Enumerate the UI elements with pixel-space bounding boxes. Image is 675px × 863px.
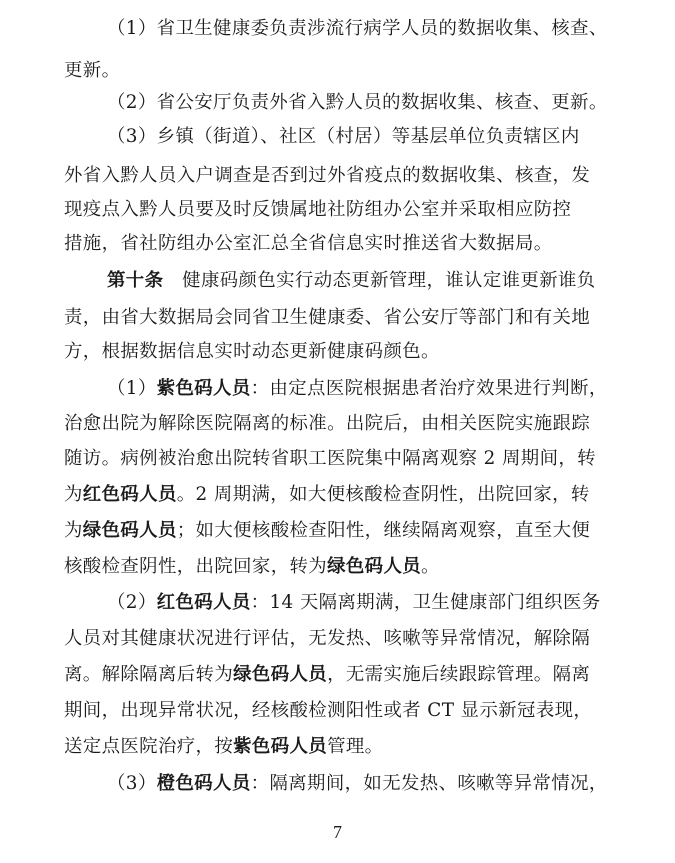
purple-code-term: 紫色码人员 <box>233 736 328 757</box>
text-line <box>64 161 590 191</box>
text-line <box>64 552 440 582</box>
text-span: （1）省卫生健康委负责涉流行病学人员的数据收集、核查、 <box>107 18 608 39</box>
text-line <box>64 696 592 726</box>
red-code-term: 红色码人员 <box>156 592 251 613</box>
green-code-term: 绿色码人员 <box>233 664 328 685</box>
page-number: 7 <box>333 822 342 842</box>
text-line <box>64 624 590 654</box>
text-span: 。2 周期满，如大便核酸检查阴性，出院回家，转 <box>176 484 590 505</box>
text-span: ；如大便核酸检查阳性，继续隔离观察，直至大便 <box>176 520 591 541</box>
text-line <box>64 409 590 439</box>
text-span: （2） <box>107 592 157 613</box>
text-span: 现疫点入黔人员要及时反馈属地社防组办公室并采取相应防控 <box>64 199 572 220</box>
text-span: （1） <box>107 378 157 399</box>
text-line <box>64 444 596 474</box>
text-span: 管理。 <box>327 736 384 757</box>
text-span: （3）乡镇（街道）、社区（村居）等基层单位负责辖区内 <box>107 126 580 147</box>
text-span: 随访。病例被治愈出院转省职工医院集中隔离观察 2 周期间，转 <box>64 448 596 469</box>
text-span: （3） <box>107 773 157 794</box>
text-span: ，无需实施后续跟踪管理。隔离 <box>327 664 591 685</box>
text-span: 治愈出院为解除医院隔离的标准。出院后，由相关医院实施跟踪 <box>64 413 591 434</box>
text-line <box>64 303 590 333</box>
text-line <box>64 195 571 225</box>
text-span: ：隔离期间，如无发热、咳嗽等异常情况， <box>250 773 608 794</box>
text-line <box>64 732 383 762</box>
green-code-term: 绿色码人员 <box>82 520 177 541</box>
text-line <box>107 588 601 618</box>
text-span: 送定点医院治疗，按 <box>64 736 234 757</box>
text-span: （2）省公安厅负责外省入黔人员的数据收集、核查、更新。 <box>107 92 608 113</box>
text-line <box>64 56 120 86</box>
text-span: 措施，省社防组办公室汇总全省信息实时推送省大数据局。 <box>64 233 553 254</box>
text-line <box>107 122 580 152</box>
text-span: 期间，出现异常状况，经核酸检测阳性或者 CT 显示新冠表现， <box>64 700 593 721</box>
green-code-term: 绿色码人员 <box>327 556 422 577</box>
text-line <box>107 14 608 44</box>
text-span: 方，根据数据信息实时动态更新健康码颜色。 <box>64 341 440 362</box>
text-span: 更新。 <box>64 60 121 81</box>
text-line <box>107 374 608 404</box>
text-span: 核酸检查阴性，出院回家，转为 <box>64 556 328 577</box>
text-line <box>64 480 590 510</box>
text-span: 人员对其健康状况进行评估，无发热、咳嗽等异常情况，解除隔 <box>64 628 591 649</box>
red-code-term: 红色码人员 <box>82 484 177 505</box>
text-line <box>107 88 608 118</box>
text-span: 为 <box>64 484 83 505</box>
orange-code-term: 橙色码人员 <box>156 773 251 794</box>
text-line <box>64 660 590 690</box>
article-heading: 第十条 <box>107 270 164 291</box>
text-span: 责，由省大数据局会同省卫生健康委、省公安厅等部门和有关地 <box>64 307 591 328</box>
text-line <box>64 337 440 367</box>
text-line <box>107 266 596 296</box>
text-span: ：由定点医院根据患者治疗效果进行判断， <box>250 378 608 399</box>
text-span: 。 <box>421 556 440 577</box>
text-span: 健康码颜色实行动态更新管理，谁认定谁更新谁负 <box>163 270 596 291</box>
text-line <box>64 516 590 546</box>
text-span: 外省入黔人员入户调查是否到过外省疫点的数据收集、核查，发 <box>64 165 591 186</box>
text-line <box>64 229 553 259</box>
text-line <box>107 769 608 799</box>
text-span: 为 <box>64 520 83 541</box>
text-span: 离。解除隔离后转为 <box>64 664 234 685</box>
text-span: ：14 天隔离期满，卫生健康部门组织医务 <box>250 592 601 613</box>
purple-code-term: 紫色码人员 <box>156 378 251 399</box>
